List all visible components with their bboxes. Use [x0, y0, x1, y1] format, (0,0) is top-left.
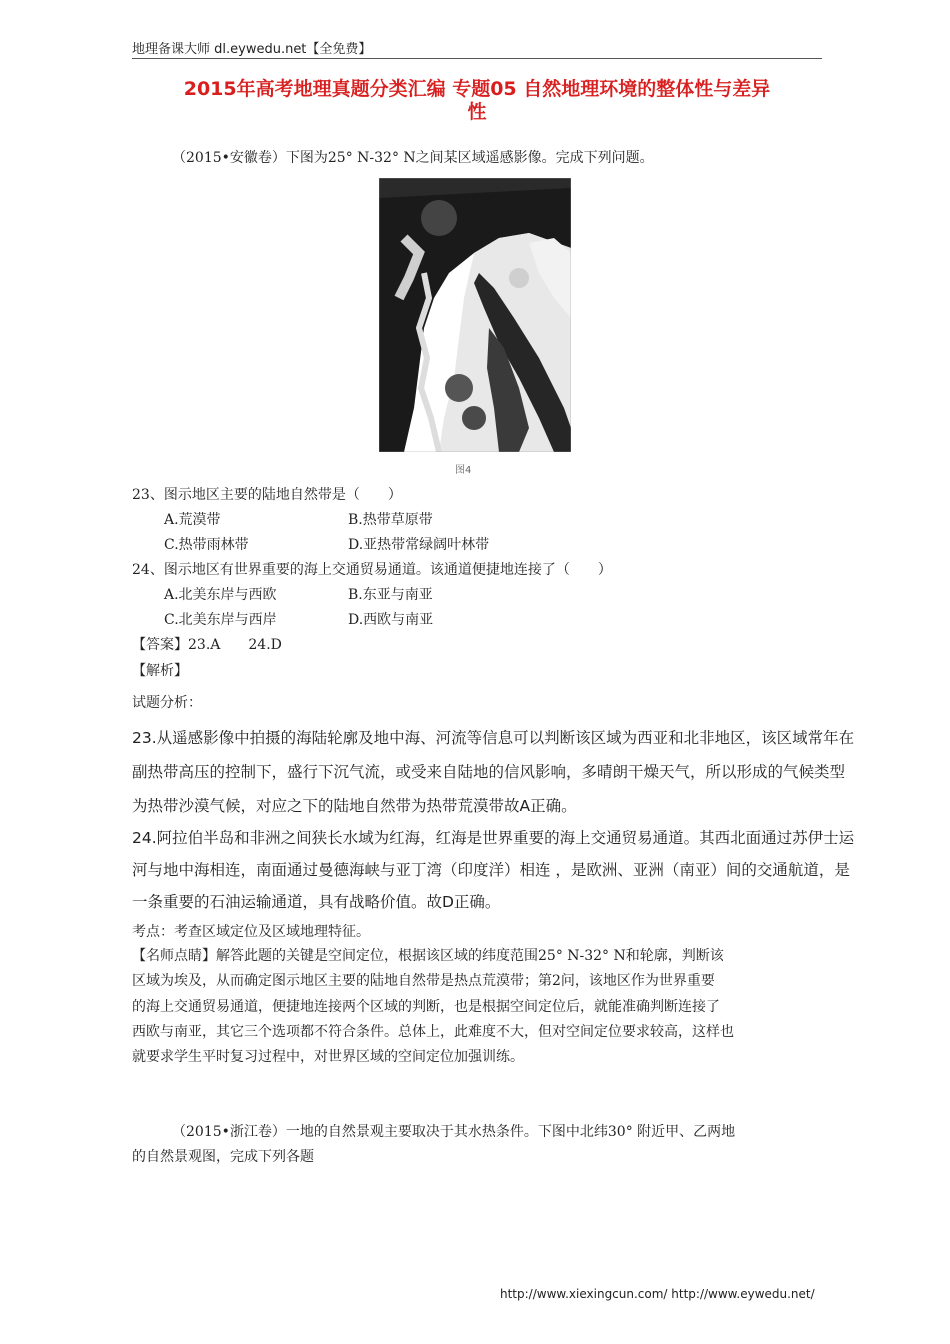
satellite-image [379, 178, 571, 452]
teacher-line-5: 就要求学生平时复习过程中，对世界区域的空间定位加强训练。 [132, 1049, 524, 1065]
q23-option-c: C.热带雨林带 [164, 537, 249, 553]
exp24-line-1: 24.阿拉伯半岛和非洲之间狭长水域为红海，红海是世界重要的海上交通贸易通道。其西北面通过苏伊士运 [132, 829, 855, 847]
page-footer: http://www.xiexingcun.com/ http://www.eywedu.net/ [500, 1287, 815, 1301]
teacher-line-2: 区域为埃及，从而确定图示地区主要的陆地自然带是热点荒漠带；第2问，该地区作为世界重要 [132, 973, 715, 989]
exp24-line-3: 一条重要的石油运输通道，具有战略价值。故D正确。 [132, 893, 501, 911]
exp23-line-1: 23.从遥感影像中拍摄的海陆轮廓及地中海、河流等信息可以判断该区域为西亚和北非地区，该区域常年在 [132, 729, 855, 747]
q24-option-a: A.北美东岸与西欧 [164, 587, 277, 603]
analysis-title: 试题分析： [132, 695, 202, 711]
kaodian: 考点：考查区域定位及区域地理特征。 [132, 924, 370, 940]
answer: 【答案】23.A 24.D [132, 637, 282, 653]
q24-stem: 24、图示地区有世界重要的海上交通贸易通道。该通道便捷地连接了（ ） [132, 562, 612, 578]
page-header [132, 34, 822, 59]
exp24-line-2: 河与地中海相连，南面通过曼德海峡与亚丁湾（印度洋）相连 ，是欧洲、亚洲（南亚）间的交通航道，是 [132, 861, 850, 879]
intro-zhejiang-line-2: 的自然景观图，完成下列各题 [132, 1149, 314, 1165]
intro-anhui: （2015•安徽卷）下图为25° N-32° N之间某区域遥感影像。完成下列问题。 [172, 150, 654, 166]
q23-option-a: A.荒漠带 [164, 512, 221, 528]
figure-caption: 图4 [455, 465, 472, 476]
q23-stem: 23、图示地区主要的陆地自然带是（ ） [132, 487, 402, 503]
exp23-line-2: 副热带高压的控制下，盛行下沉气流，或受来自陆地的信风影响，多晴朗干燥天气，所以形成的气候类型 [132, 763, 846, 781]
page-title [132, 78, 822, 124]
title-line-2: 性 [467, 101, 487, 123]
q24-option-b: B.东亚与南亚 [348, 587, 433, 603]
teacher-line-3: 的海上交通贸易通道，便捷地连接两个区域的判断，也是根据空间定位后，就能准确判断连接了 [132, 999, 720, 1015]
q24-option-d: D.西欧与南亚 [348, 612, 434, 628]
q24-option-c: C.北美东岸与西岸 [164, 612, 277, 628]
title-line-1: 2015年高考地理真题分类汇编 专题05 自然地理环境的整体性与差异 [183, 78, 771, 100]
analysis-label: 【解析】 [132, 663, 188, 679]
intro-zhejiang-line-1: （2015•浙江卷）一地的自然景观主要取决于其水热条件。下图中北纬30° 附近甲、乙两地 [172, 1124, 736, 1140]
q23-option-d: D.亚热带常绿阔叶林带 [348, 537, 490, 553]
header-text: 地理备课大师 dl.eywedu.net【全免费】 [132, 42, 372, 57]
exp23-line-3: 为热带沙漠气候，对应之下的陆地自然带为热带荒漠带故A正确。 [132, 797, 577, 815]
teacher-line-1: 【名师点睛】解答此题的关键是空间定位，根据该区域的纬度范围25° N-32° N和轮廓，判断该 [132, 948, 724, 964]
teacher-line-4: 西欧与南亚，其它三个选项都不符合条件。总体上，此难度不大，但对空间定位要求较高，这样也 [132, 1024, 734, 1040]
q23-option-b: B.热带草原带 [348, 512, 433, 528]
